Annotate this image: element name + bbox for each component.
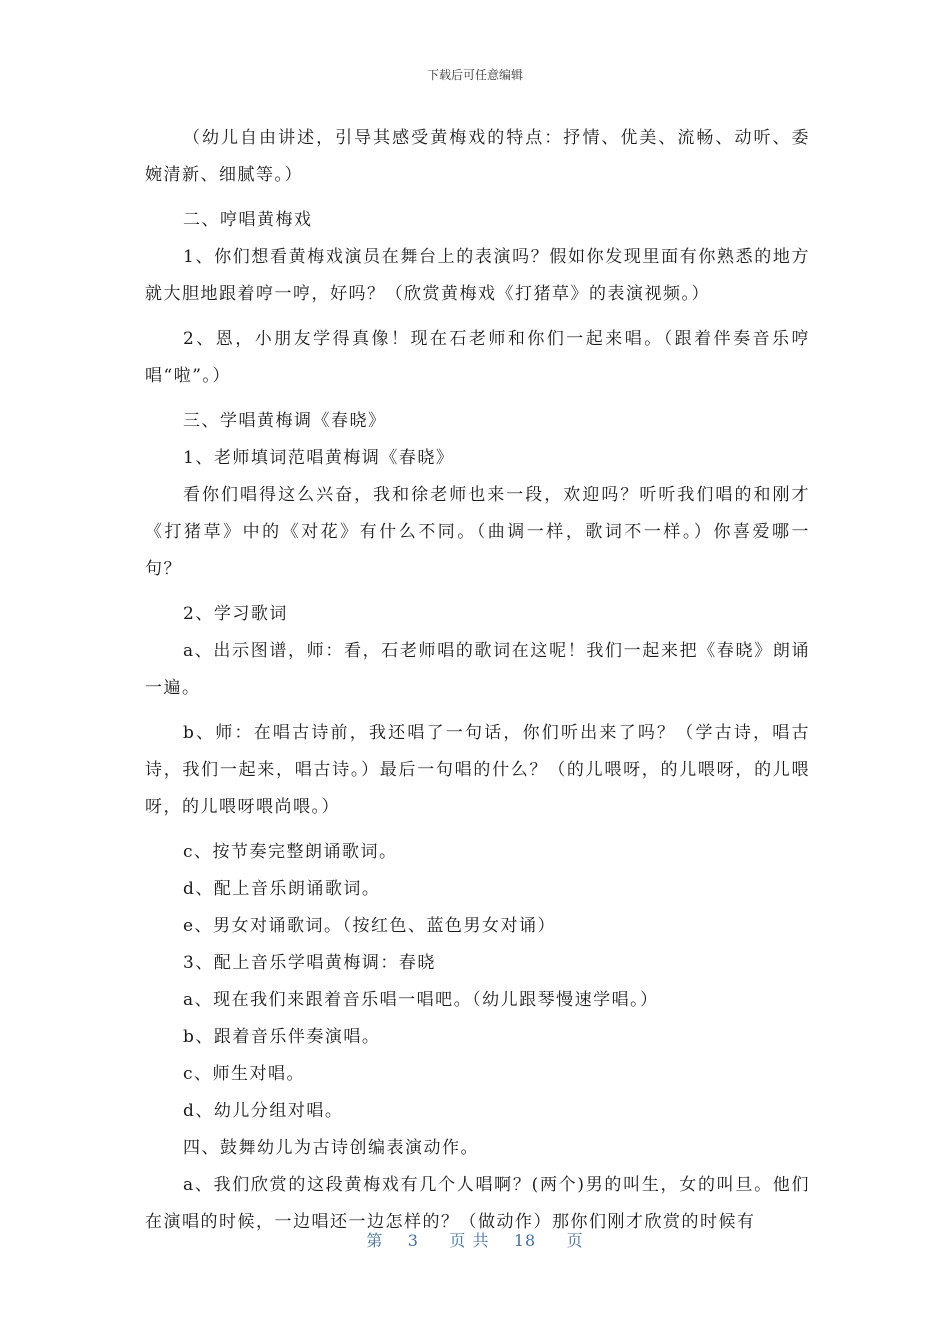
page-current: 3 <box>407 1231 419 1250</box>
paragraph: a、我们欣赏的这段黄梅戏有几个人唱啊？(两个)男的叫生，女的叫旦。他们在演唱的时候，一边唱还一边怎样的？（做动作）那你们刚才欣赏的时候有 <box>145 1175 810 1232</box>
page-suffix: 页 <box>566 1231 584 1250</box>
section-heading: 三、学唱黄梅调《春晓》 <box>183 411 387 431</box>
paragraph: e、男女对诵歌词。（按红色、蓝色男女对诵） <box>183 916 557 936</box>
paragraph: 1、你们想看黄梅戏演员在舞台上的表演吗？假如你发现里面有你熟悉的地方就大胆地跟着哼一哼，好吗？（欣赏黄梅戏《打猪草》的表演视频。） <box>145 247 810 304</box>
paragraph: b、跟着音乐伴奏演唱。 <box>183 1027 381 1047</box>
document-body <box>145 120 810 1249</box>
paragraph: b、师：在唱古诗前，我还唱了一句话，你们听出来了吗？（学古诗，唱古诗，我们一起来，唱古诗。）最后一句唱的什么？（的儿喂呀，的儿喂呀，的儿喂呀，的儿喂呀喂尚喂。） <box>145 723 810 817</box>
paragraph: c、师生对唱。 <box>183 1064 306 1084</box>
section-heading: 四、鼓舞幼儿为古诗创编表演动作。 <box>183 1138 479 1158</box>
page-middle: 页 共 <box>449 1231 490 1250</box>
paragraph: 3、配上音乐学唱黄梅调：春晓 <box>183 953 436 973</box>
page-total: 18 <box>513 1231 537 1250</box>
section-heading: 二、哼唱黄梅戏 <box>183 210 313 230</box>
paragraph: d、幼儿分组对唱。 <box>183 1101 344 1121</box>
page-header: 下载后可任意编辑 <box>426 68 523 82</box>
paragraph: 2、学习歌词 <box>183 604 288 624</box>
paragraph: 2、恩，小朋友学得真像！现在石老师和你们一起来唱。（跟着伴奏音乐哼唱“啦”。） <box>145 329 810 386</box>
page-prefix: 第 <box>366 1231 384 1250</box>
paragraph: d、配上音乐朗诵歌词。 <box>183 879 381 899</box>
paragraph: 看你们唱得这么兴奋，我和徐老师也来一段，欢迎吗？听听我们唱的和刚才《打猪草》中的《对花》有什么不同。（曲调一样，歌词不一样。）你喜爱哪一句？ <box>145 485 810 579</box>
paragraph: a、现在我们来跟着音乐唱一唱吧。（幼儿跟琴慢速学唱。） <box>183 990 659 1010</box>
paragraph: （幼儿自由讲述，引导其感受黄梅戏的特点：抒情、优美、流畅、动听、委婉清新、细腻等。） <box>145 128 810 185</box>
paragraph: 1、老师填词范唱黄梅调《春晓》 <box>183 448 455 468</box>
page-footer <box>0 1228 950 1251</box>
paragraph: a、出示图谱，师：看，石老师唱的歌词在这呢！我们一起来把《春晓》朗诵一遍。 <box>145 641 810 698</box>
paragraph: c、按节奏完整朗诵歌词。 <box>183 842 398 862</box>
